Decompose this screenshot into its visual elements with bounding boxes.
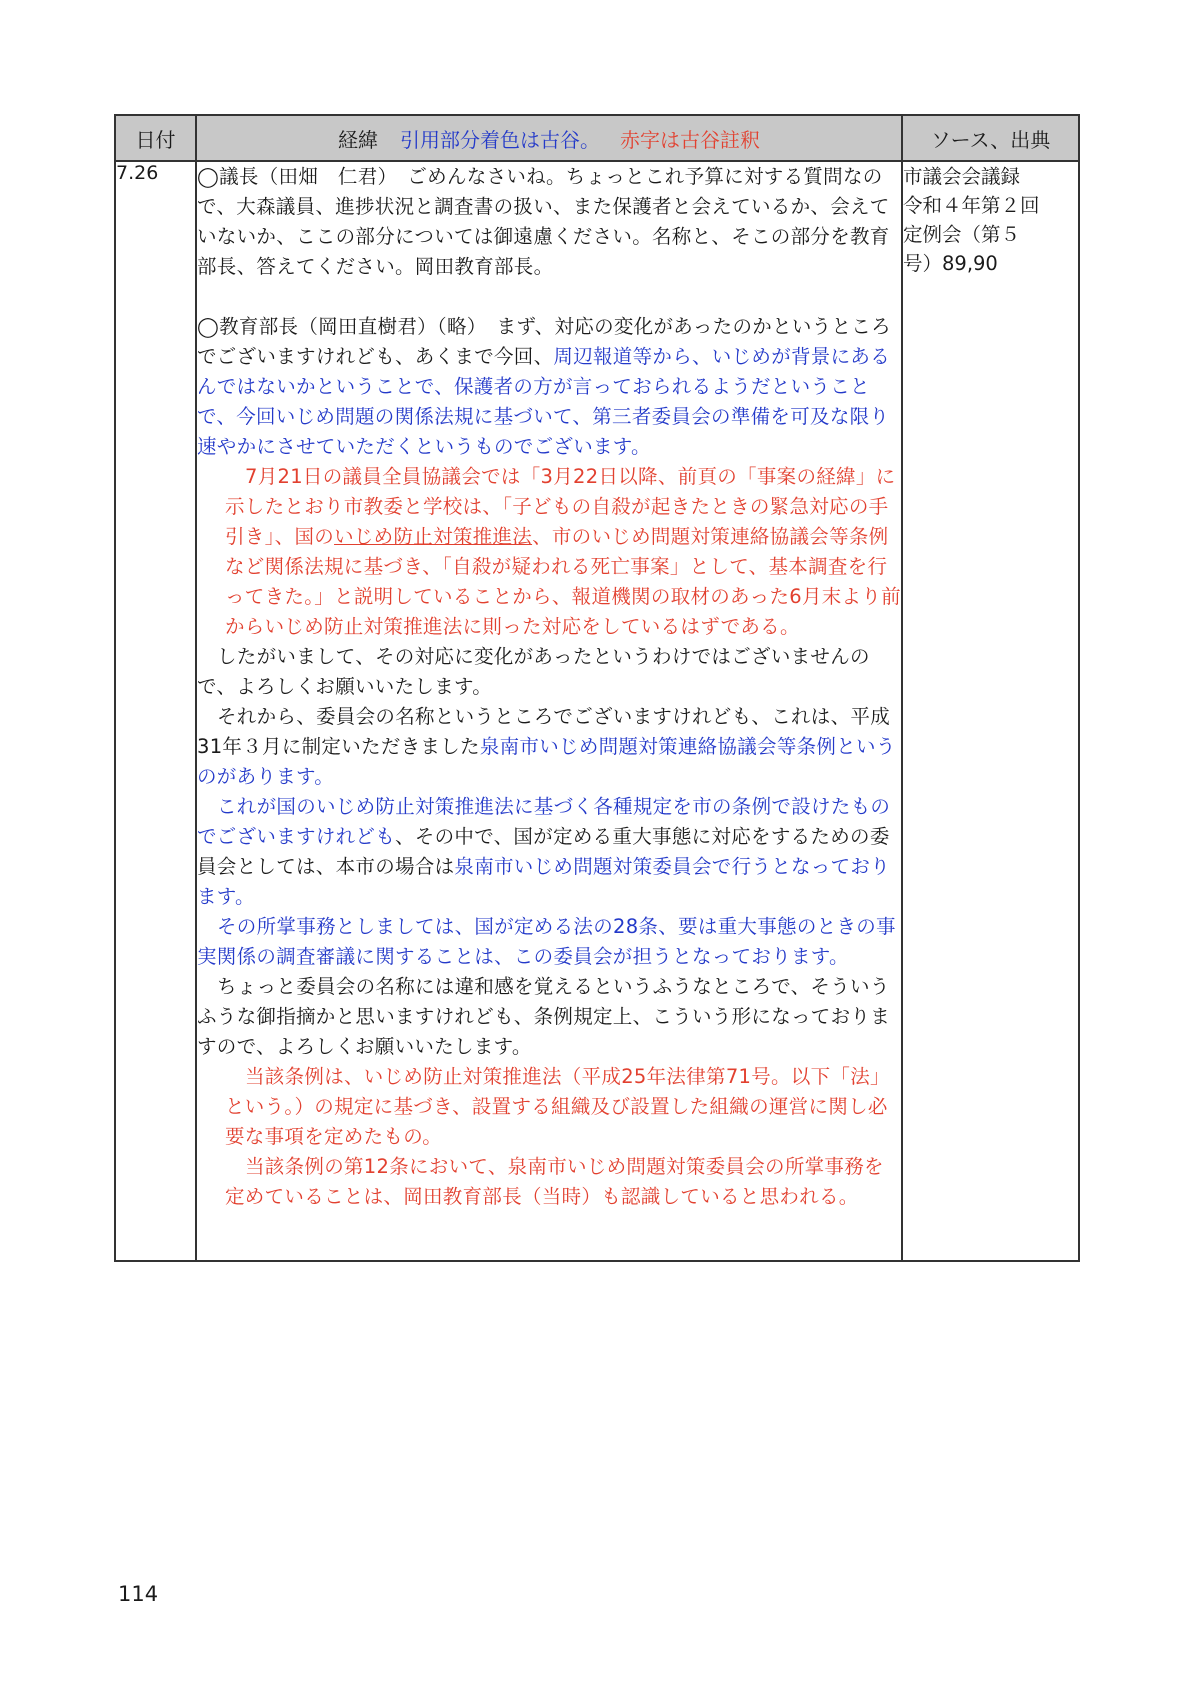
annotation-note-1: [197, 462, 901, 642]
annotation-text: 7月21日の議員全員協議会では「3月22日以降、前頁の「事案の経緯」に示したとおり市教委と学校は、「子どもの自殺が起きたときの緊急対応の手引き」、国の: [225, 465, 896, 548]
header-note-red: 赤字は古谷註釈: [620, 127, 760, 152]
table-row: [115, 161, 1079, 1261]
header-row: [115, 115, 1079, 161]
annotation-note-3: 当該条例の第12条において、泉南市いじめ問題対策委員会の所掌事務を定めていることは、岡田教育部長（当時）も認識していると思われる。: [225, 1155, 884, 1208]
source-line: 号）89,90: [903, 252, 998, 275]
header-source: ソース、出典: [902, 115, 1079, 161]
statement-text: 、その中で、国が定める重大事態に対応をするための委員会としては、本市の場合は: [197, 825, 890, 878]
header-history-label: 経緯: [338, 127, 378, 152]
history-table: [114, 114, 1080, 1262]
header-date: 日付: [115, 115, 196, 161]
statement-paragraph: [197, 702, 901, 792]
quoted-text: 泉南市いじめ問題対策委員会で行うとなっております。: [197, 855, 891, 908]
quoted-text: 泉南市いじめ問題対策連絡協議会等条例というのがあります。: [197, 735, 896, 788]
header-note-blue: 引用部分着色は古谷。: [400, 127, 600, 152]
source-line: 定例会（第５: [903, 223, 1021, 246]
statement-paragraph: [197, 792, 901, 912]
header-history: [196, 115, 902, 161]
education-director-statement: [197, 312, 901, 462]
chair-statement: ◯議長（田畑 仁君） ごめんなさいね。ちょっとこれ予算に対する質問なので、大森議員、進捗状況と調査書の扱い、また保護者と会えているか、会えていないか、ここの部分については御遠慮ください。名称と、そこの部分を教育部長、答えてください。岡田教育部長。: [197, 165, 890, 278]
annotation-underlined: いじめ防止対策推進法: [334, 525, 533, 548]
quoted-text: これが国のいじめ防止対策推進法に基づく各種規定を市の条例で設けたものでございますけれども: [197, 795, 891, 848]
statement-text: それから、委員会の名称というところでございますけれども、これは、平成31年３月に制定いただきました: [197, 705, 891, 758]
quoted-paragraph: その所掌事務としましては、国が定める法の28条、要は重大事態のときの事実関係の調査審議に関することは、この委員会が担うとなっております。: [197, 915, 896, 968]
statement-paragraph: したがいまして、その対応に変化があったというわけではございませんので、よろしくお願いいたします。: [197, 645, 870, 698]
annotation-note-2: 当該条例は、いじめ防止対策推進法（平成25年法律第71号。以下「法」という。）の規定に基づき、設置する組織及び設置した組織の運営に関し必要な事項を定めたもの。: [225, 1065, 890, 1148]
annotation-text: 、市のいじめ問題対策連絡協議会等条例など関係法規に基づき、「自殺が疑われる死亡事案」として、基本調査を行ってきた。」と説明していることから、報道機関の取材のあった6月末より前からいじめ防止対策推進法に則った対応をしているはずである。: [225, 525, 901, 638]
statement-text: ◯教育部長（岡田直樹君）（略） まず、対応の変化があったのかというところでございますけれども、あくまで今回、: [197, 315, 891, 368]
source-line: 令和４年第２回: [903, 194, 1040, 217]
statement-paragraph: ちょっと委員会の名称には違和感を覚えるというふうなところで、そういうふうな御指摘かと思いますけれども、条例規定上、こういう形になっておりますので、よろしくお願いいたします。: [197, 975, 891, 1058]
row-date: 7.26: [115, 161, 196, 1261]
page-number: 114: [118, 1582, 159, 1606]
source-line: 市議会会議録: [903, 165, 1021, 188]
row-source: [902, 161, 1079, 1261]
row-history: [196, 161, 902, 1261]
quoted-text: 周辺報道等から、いじめが背景にあるんではないかということで、保護者の方が言っておられるようだということで、今回いじめ問題の関係法規に基づいて、第三者委員会の準備を可及な限り速やかにさせていただくというものでございます。: [197, 345, 891, 458]
